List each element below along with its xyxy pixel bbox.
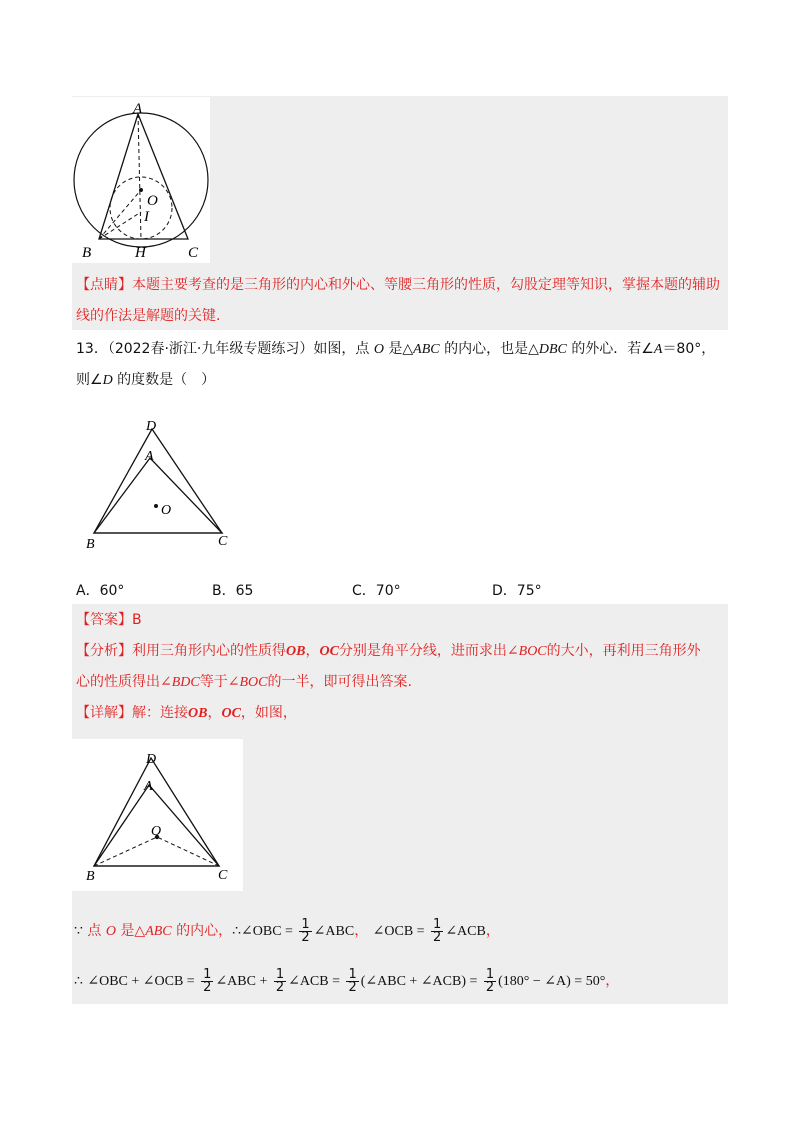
detail-comma: ， xyxy=(207,705,222,721)
analysis-comma: ， xyxy=(305,643,320,659)
analysis-text-4: 心的性质得出 xyxy=(76,674,160,690)
fig3-label-a: A xyxy=(144,779,153,794)
detail-line xyxy=(76,702,297,725)
fig2-label-b: B xyxy=(86,537,95,552)
frac2-den: 2 xyxy=(433,929,442,945)
step2-part-5: (180° − ∠A) = 50° xyxy=(498,974,606,989)
answer-value: B xyxy=(132,612,142,628)
question-line-2 xyxy=(76,369,215,392)
question-stem-e: ＝80°， xyxy=(662,341,716,357)
fig2-label-o: O xyxy=(161,503,172,518)
frac1-num: 1 xyxy=(301,916,310,932)
analysis-oc: OC xyxy=(319,644,339,659)
fig1-label-c: C xyxy=(188,245,199,261)
step1-line xyxy=(74,916,500,947)
step2-part-3: ∠ACB = xyxy=(288,974,341,989)
step1-sep: ， xyxy=(354,923,369,939)
question-number: 13． xyxy=(76,341,108,357)
option-c-letter: C． xyxy=(352,583,376,599)
analysis-text-5: 等于 xyxy=(199,674,228,690)
analysis-tag: 【分析】 xyxy=(76,643,132,659)
option-b[interactable] xyxy=(212,580,253,602)
because-symbol: ∵ xyxy=(74,924,83,939)
fig2-label-a: A xyxy=(145,449,154,464)
analysis-angle-boc: ∠BOC xyxy=(506,644,547,659)
analysis-angle-bdc: ∠BDC xyxy=(160,675,200,690)
frac6-den: 2 xyxy=(485,979,495,995)
frac5-num: 1 xyxy=(348,966,357,982)
option-d[interactable] xyxy=(492,580,542,602)
fig3-label-d: D xyxy=(146,752,157,767)
eq2-rhs: ∠ACB xyxy=(445,924,486,939)
analysis-text-2: 分别是角平分线，进而求出 xyxy=(338,643,507,659)
frac1-den: 2 xyxy=(301,929,310,945)
figure-question xyxy=(82,416,242,552)
question-stem-a: 如图，点 xyxy=(313,341,370,357)
analysis-text-6: 的一半，即可得出答案. xyxy=(267,674,412,690)
fig1-label-a: A xyxy=(133,101,143,117)
frac6-num: 1 xyxy=(485,966,495,982)
option-d-text: 75° xyxy=(516,583,542,599)
answer-tag: 【答案】 xyxy=(76,612,132,628)
question-source: （2022春·浙江·九年级专题练习） xyxy=(107,341,314,357)
fig1-label-o: O xyxy=(147,193,158,209)
question-stem-b: 是△ xyxy=(388,341,414,357)
option-b-text: 65 xyxy=(235,583,254,599)
dianjing-line-1 xyxy=(76,274,720,296)
fraction-half-1 xyxy=(299,916,311,945)
dianjing-text-1: 本题主要考查的是三角形的内心和外心、等腰三角形的性质，勾股定理等知识，掌握本题的辅助 xyxy=(132,277,720,293)
option-a[interactable] xyxy=(76,580,124,602)
analysis-text-1: 利用三角形内心的性质得 xyxy=(132,643,286,659)
detail-ob: OB xyxy=(188,706,208,721)
question-line-1 xyxy=(76,338,715,361)
step1-end: ， xyxy=(485,923,500,939)
eq1-rhs: ∠ABC xyxy=(313,924,355,939)
fraction-half-3 xyxy=(201,966,213,995)
fraction-half-4 xyxy=(274,966,286,995)
therefore-symbol-1: ∴ xyxy=(232,924,242,939)
analysis-ob: OB xyxy=(286,644,306,659)
fig2-label-d: D xyxy=(146,419,157,434)
dianjing-text-2: 线的作法是解题的关键. xyxy=(76,308,221,324)
question-stem-d: 的外心．若∠ xyxy=(571,341,654,357)
option-a-text: 60° xyxy=(99,583,125,599)
frac4-num: 1 xyxy=(275,966,285,982)
analysis-text-3: 的大小，再利用三角形外 xyxy=(546,643,701,659)
frac3-num: 1 xyxy=(203,966,212,982)
step1-point-o: O xyxy=(105,924,116,939)
detail-oc: OC xyxy=(221,706,241,721)
eq1-lhs: ∠OBC = xyxy=(241,924,293,939)
step2-part-4: (∠ABC + ∠ACB) = xyxy=(360,974,478,989)
question-triangle-dbc: DBC xyxy=(538,342,567,357)
fig2-label-c: C xyxy=(218,534,228,549)
detail-tag: 【详解】 xyxy=(76,705,132,721)
eq2-lhs: ∠OCB = xyxy=(372,924,425,939)
fraction-half-6 xyxy=(484,966,496,995)
step1-text-2: 是△ xyxy=(120,923,146,939)
option-c[interactable] xyxy=(352,580,401,602)
detail-text-1: 解：连接 xyxy=(132,705,188,721)
question-stem-c: 的内心，也是△ xyxy=(444,341,539,357)
option-a-letter: A． xyxy=(76,583,100,599)
figure-circle-triangle xyxy=(72,97,210,263)
step2-part-1: ∠OBC + ∠OCB = xyxy=(87,974,195,989)
option-c-text: 70° xyxy=(375,583,401,599)
question-line2-b: 的度数是（ ） xyxy=(117,372,216,388)
frac3-den: 2 xyxy=(203,979,212,995)
question-line2-a: 则∠ xyxy=(76,372,103,388)
analysis-angle-boc-2: ∠BOC xyxy=(227,675,268,690)
step1-triangle-abc: ABC xyxy=(145,924,172,939)
answer-line xyxy=(76,609,142,631)
dianjing-line-2 xyxy=(76,305,220,327)
frac4-den: 2 xyxy=(275,979,285,995)
fig1-label-i: I xyxy=(144,209,149,225)
question-angle-a: A xyxy=(653,342,663,357)
step1-text-3: 的内心， xyxy=(176,923,233,939)
therefore-symbol-2: ∴ xyxy=(74,974,83,989)
fig1-label-h: H xyxy=(135,245,146,261)
detail-text-2: ，如图， xyxy=(240,705,297,721)
frac2-num: 1 xyxy=(433,916,442,932)
step2-end: ， xyxy=(605,973,620,989)
step2-line xyxy=(74,966,619,997)
option-b-letter: B． xyxy=(212,583,236,599)
fig3-label-b: B xyxy=(86,869,95,884)
fig3-label-c: C xyxy=(218,868,228,883)
step2-part-2: ∠ABC + xyxy=(215,974,268,989)
fraction-half-2 xyxy=(431,916,443,945)
analysis-line-1 xyxy=(76,640,701,663)
question-angle-d: D xyxy=(102,373,113,388)
analysis-line-2 xyxy=(76,671,412,694)
option-d-letter: D． xyxy=(492,583,517,599)
fraction-half-5 xyxy=(346,966,358,995)
frac5-den: 2 xyxy=(348,979,357,995)
fig3-label-o: O xyxy=(151,824,162,839)
step1-text-1: 点 xyxy=(87,923,102,939)
fig1-label-b: B xyxy=(82,245,92,261)
figure-solution xyxy=(72,739,243,891)
question-triangle-abc: ABC xyxy=(413,342,440,357)
question-point-o: O xyxy=(373,342,384,357)
dianjing-tag: 【点睛】 xyxy=(76,277,132,293)
